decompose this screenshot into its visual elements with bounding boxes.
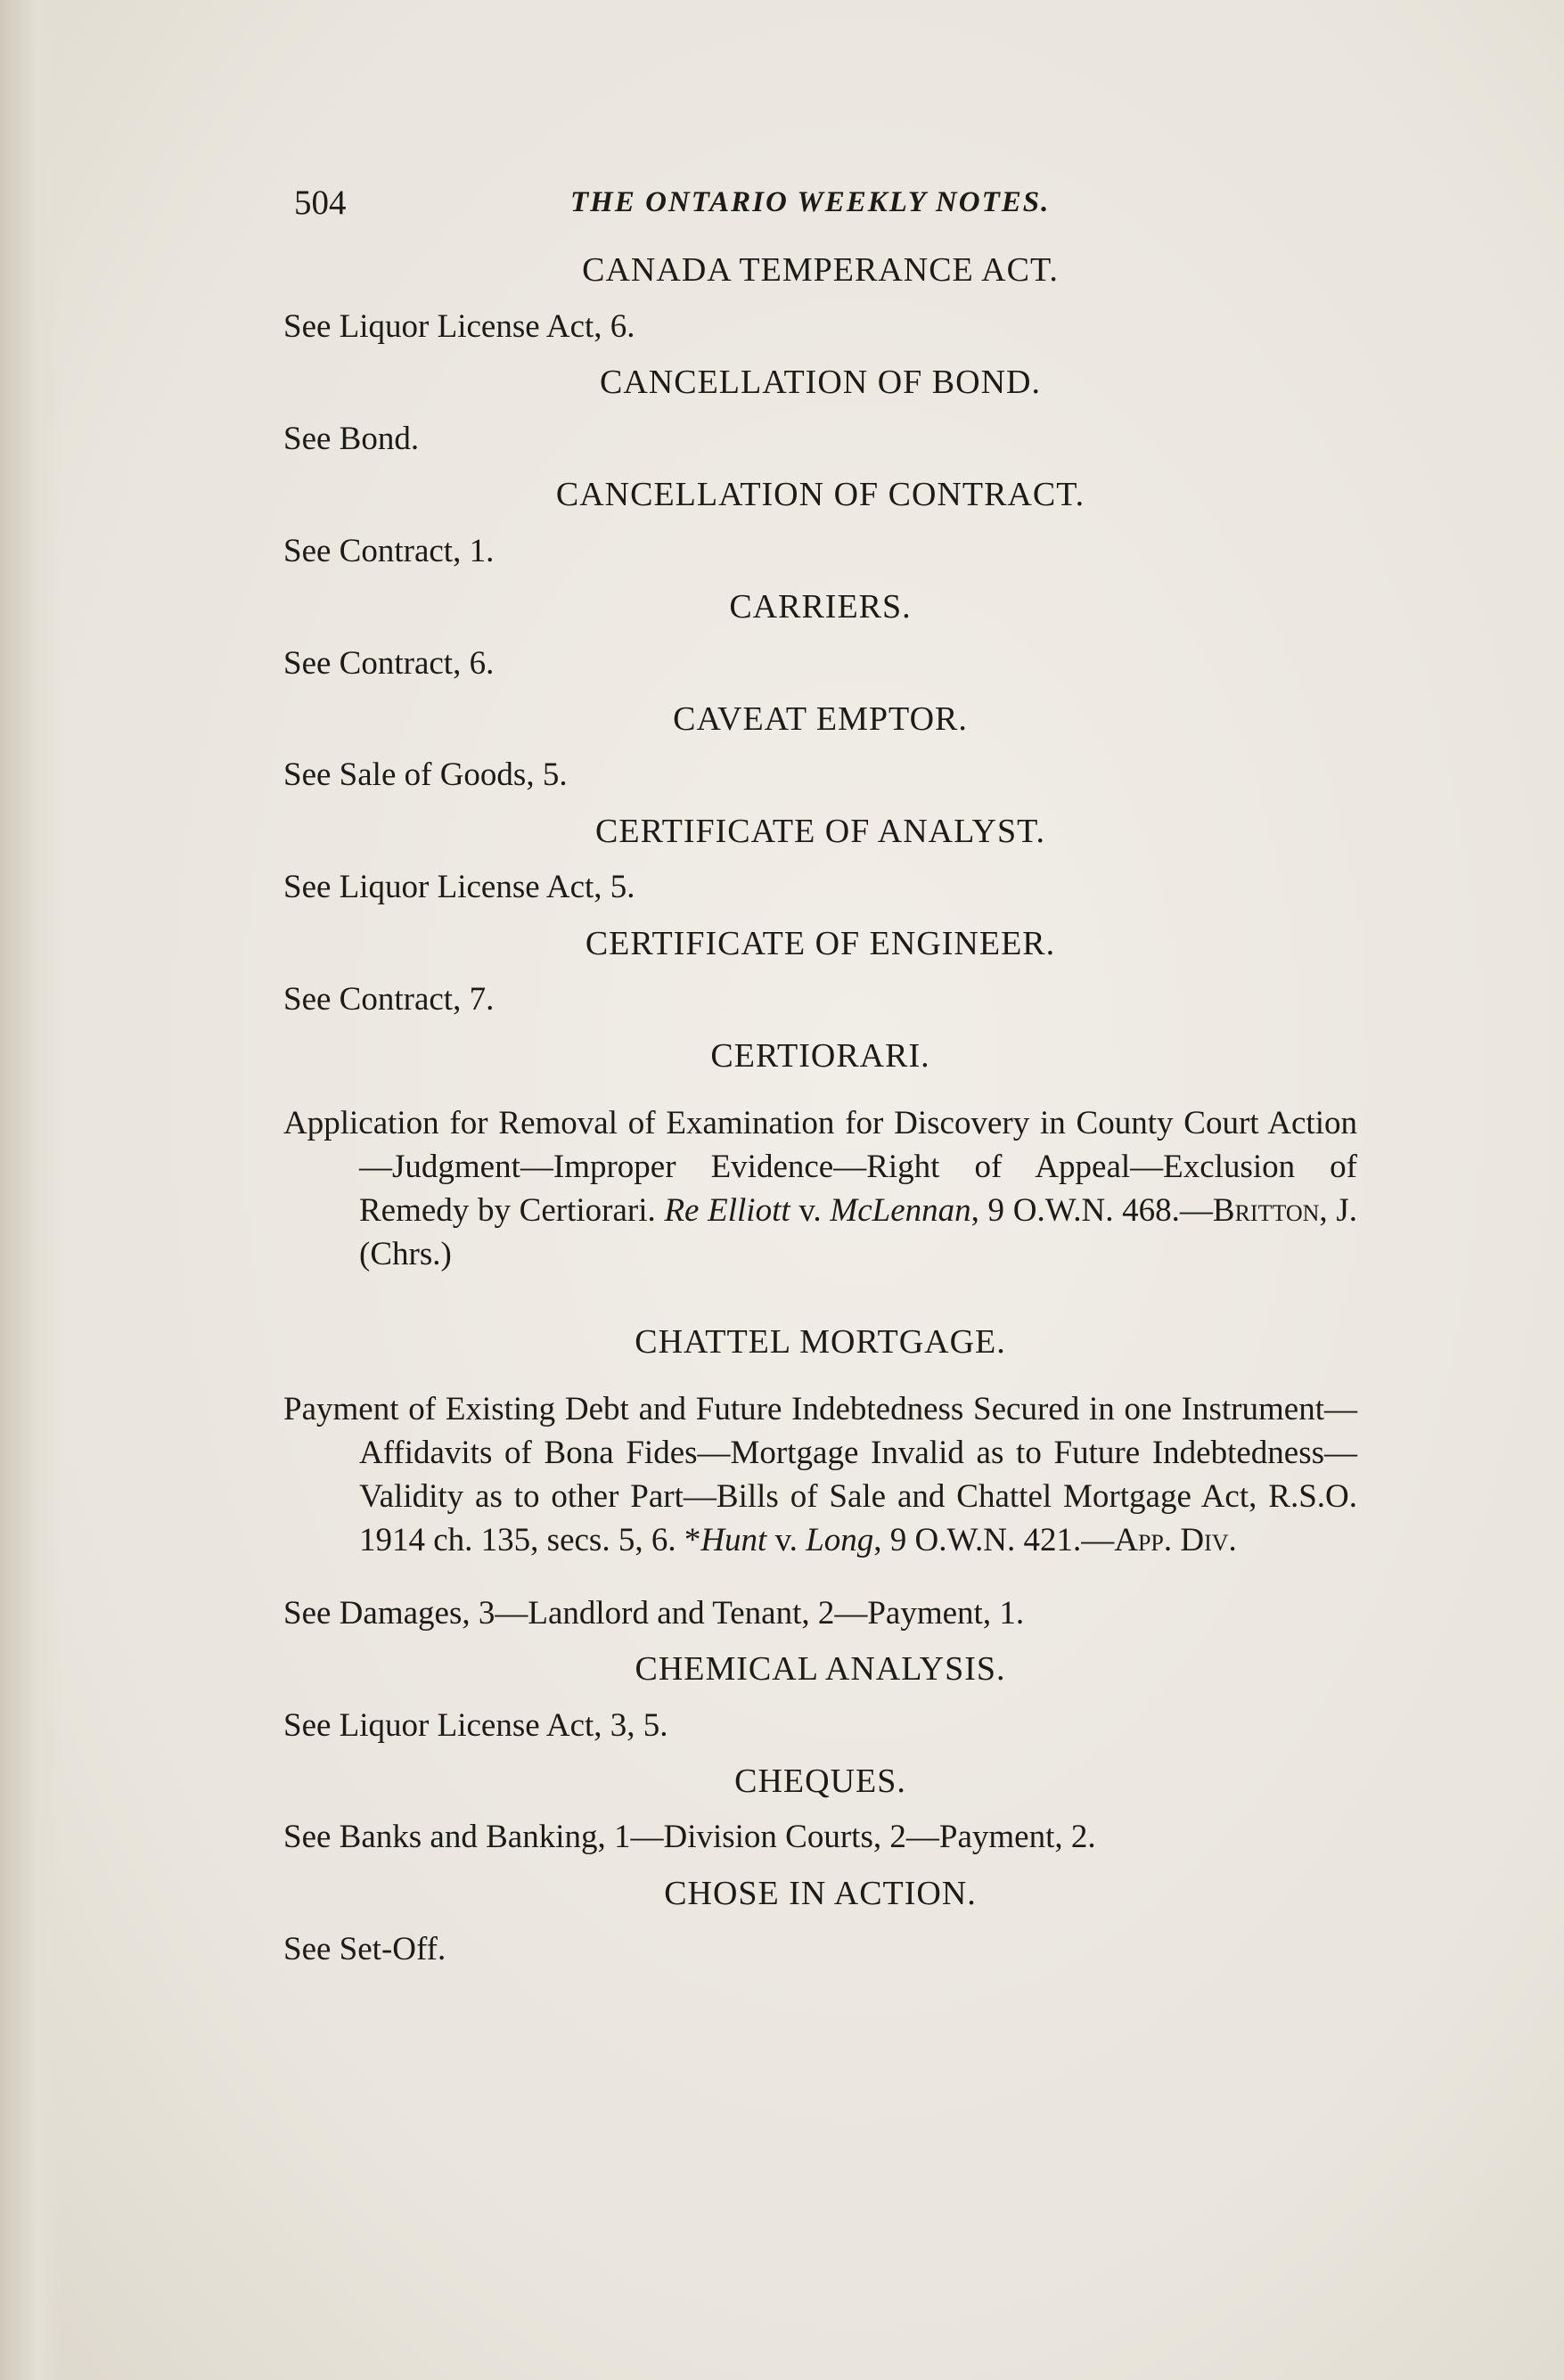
cross-reference: See Set-Off. (283, 1931, 446, 1968)
running-title: THE ONTARIO WEEKLY NOTES. (570, 186, 1051, 218)
case-name-2: McLennan (830, 1191, 971, 1229)
cross-reference: See Damages, 3—Landlord and Tenant, 2—Payment, 1. (283, 1594, 1025, 1632)
judge-suffix: , J. (Chrs.) (359, 1191, 1358, 1272)
cross-reference: See Contract, 1. (283, 532, 495, 569)
section-heading: CANADA TEMPERANCE ACT. (582, 251, 1059, 289)
cross-reference: See Banks and Banking, 1—Division Courts, 2—Payment, 2. (283, 1819, 1096, 1856)
case-entry (283, 1388, 1357, 1562)
case-name-2: Long (806, 1521, 874, 1558)
cross-reference: See Contract, 6. (283, 644, 495, 682)
section-heading: CERTIFICATE OF ENGINEER. (585, 924, 1056, 962)
versus: v. (766, 1521, 807, 1558)
case-name: Re Elliott (664, 1191, 790, 1229)
cross-reference: See Liquor License Act, 5. (283, 869, 635, 906)
section-heading: CHEMICAL ANALYSIS. (635, 1649, 1006, 1688)
entry-text: Payment of Existing Debt and Future Indebtedness Secured in one Instrument—Affidavits of Bona Fides—Mortgage Invalid as to Future Indebtedness—Validity as to other Part—Bills of Sale and Chattel Mortgage Act, R.S.O. 1914 ch. 135, secs. 5, 6. (283, 1391, 1357, 1558)
case-prefix: * (676, 1521, 701, 1558)
judge: Britton (1212, 1191, 1320, 1229)
section-heading: CANCELLATION OF CONTRACT. (555, 475, 1085, 513)
cross-reference: See Bond. (283, 420, 420, 457)
page-gutter-shadow (0, 0, 62, 2380)
section-heading: CHEQUES. (734, 1762, 906, 1800)
citation: , 9 O.W.N. 468.— (970, 1191, 1213, 1229)
case-name: Hunt (700, 1521, 767, 1558)
versus: v. (790, 1191, 831, 1229)
cross-reference: See Liquor License Act, 3, 5. (283, 1706, 668, 1744)
citation: , 9 O.W.N. 421.— (873, 1521, 1115, 1558)
section-heading: CERTIFICATE OF ANALYST. (595, 812, 1045, 850)
section-heading: CERTIORARI. (710, 1036, 930, 1075)
court: App. Div. (1114, 1521, 1237, 1558)
page-number: 504 (294, 184, 347, 222)
section-heading: CAVEAT EMPTOR. (673, 699, 968, 738)
entry-text: Application for Removal of Examination for Discovery in County Court Action—Judgment—Improper Evidence—Right of Appeal—Exclusion of Remedy by Certiorari. (283, 1105, 1357, 1229)
case-entry (283, 1102, 1357, 1276)
cross-reference: See Sale of Goods, 5. (283, 757, 568, 794)
running-head (285, 183, 1359, 227)
cross-reference: See Liquor License Act, 6. (283, 307, 635, 345)
section-heading: CANCELLATION OF BOND. (600, 363, 1041, 401)
cross-reference: See Contract, 7. (283, 981, 495, 1018)
index-content (283, 251, 1357, 1971)
section-heading: CHOSE IN ACTION. (664, 1874, 977, 1912)
section-heading: CARRIERS. (729, 587, 912, 626)
section-heading: CHATTEL MORTGAGE. (635, 1322, 1006, 1361)
